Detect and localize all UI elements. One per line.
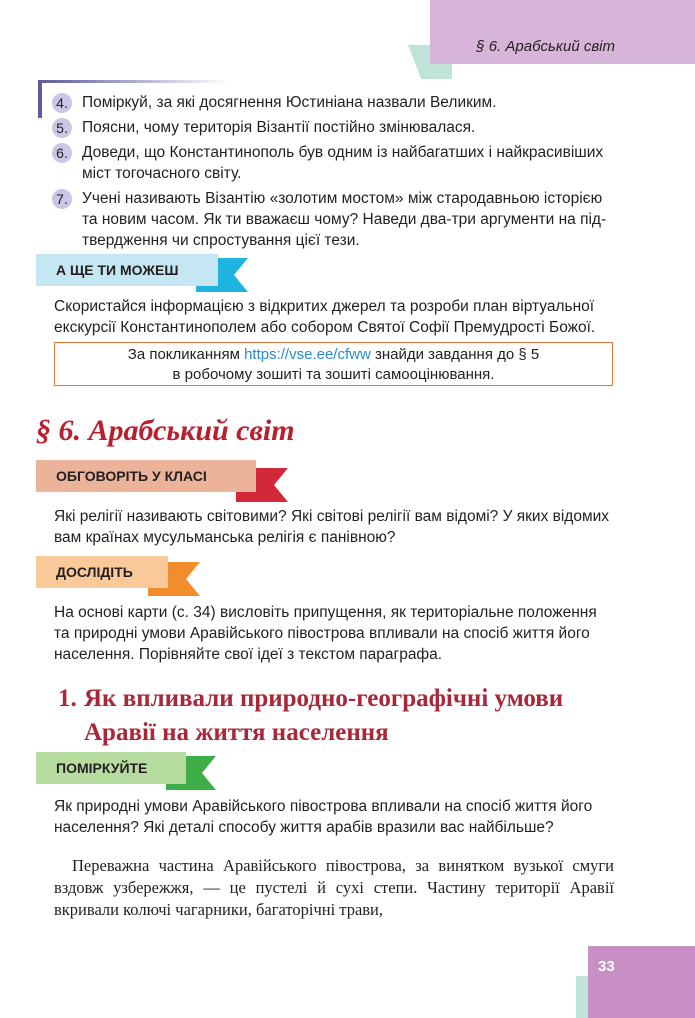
subsection-number: 1.: [58, 685, 77, 712]
question-number: 6.: [52, 143, 72, 163]
question-text: Поясни, чому територія Візантії постійно змінювалася.: [82, 119, 476, 136]
link-box-suffix: знайди завдання до § 5: [370, 346, 540, 363]
extra-ribbon-label: А ЩЕ ТИ МОЖЕШ: [36, 254, 218, 286]
resource-link[interactable]: https://vse.ee/cfww: [244, 346, 371, 363]
extra-text: Скористайся інформацією з відкритих джерел та розроби план віртуальної екскурсії Константинополем або собором Святої Софії Премудрості Божої.: [54, 298, 596, 336]
discuss-text: Які релігії називають світовими? Які світові релігії вам відомі? У яких відомих вам країнах мусульманська релігія є панівною?: [54, 508, 610, 546]
question-item: [52, 142, 622, 184]
page-tab: [588, 946, 695, 1018]
body-paragraph-text: Переважна частина Аравійського півострова, за винятком вузької смуги вздовж узбережжя, — це пустелі й сухі степи. Частину території Аравії вкривали колючі чагарники, багаторічні трави,: [54, 856, 614, 919]
section-title: § 6. Арабський світ: [36, 414, 295, 447]
question-text: Поміркуй, за які досягнення Юстиніана назвали Великим.: [82, 94, 497, 111]
question-number: 4.: [52, 93, 72, 113]
question-number: 5.: [52, 118, 72, 138]
question-text: Доведи, що Константинополь був одним із найбагатших і найкрасивіших міст тогочасного світу.: [82, 144, 604, 182]
subsection-title-line2: Аравії на життя населення: [84, 719, 389, 746]
questions-decor-line: [38, 80, 228, 83]
question-item: [52, 92, 622, 113]
link-box: [54, 342, 613, 386]
running-header: § 6. Арабський світ: [476, 38, 615, 55]
link-box-line2: в робочому зошиті та зошиті самооцінювання.: [172, 366, 495, 383]
subsection-title-line1: Як впливали природно-географічні умови: [84, 685, 564, 712]
think-ribbon-label: ПОМІРКУЙТЕ: [36, 752, 186, 784]
discuss-ribbon-label: ОБГОВОРІТЬ У КЛАСІ: [36, 460, 256, 492]
questions-decor-bar: [38, 80, 42, 118]
think-text: Як природні умови Аравійського півострова впливали на спосіб життя його населення? Які деталі способу життя арабів вразили вас найбільше?: [54, 798, 593, 836]
question-item: [52, 117, 622, 138]
question-item: [52, 188, 622, 251]
body-paragraph: [54, 855, 614, 921]
question-number: 7.: [52, 189, 72, 209]
link-box-prefix: За покликанням: [127, 346, 245, 363]
research-text: На основі карти (с. 34) висловіть припущення, як територіальне положення та природні умови Аравійського півострова впливали на спосіб життя його населення. Порівняйте свої ідеї з текстом параграфа.: [54, 604, 597, 663]
subsection-title: [58, 682, 658, 750]
research-ribbon-label: ДОСЛІДІТЬ: [36, 556, 168, 588]
page-number: 33: [598, 958, 615, 975]
question-list: [52, 92, 622, 255]
question-text: Учені називають Візантію «золотим мостом» між стародавньою історією та новим часом. Як ти вважаєш чому? Наведи два-три аргументи на підтвердження чи спростування цієї тези.: [82, 190, 607, 249]
